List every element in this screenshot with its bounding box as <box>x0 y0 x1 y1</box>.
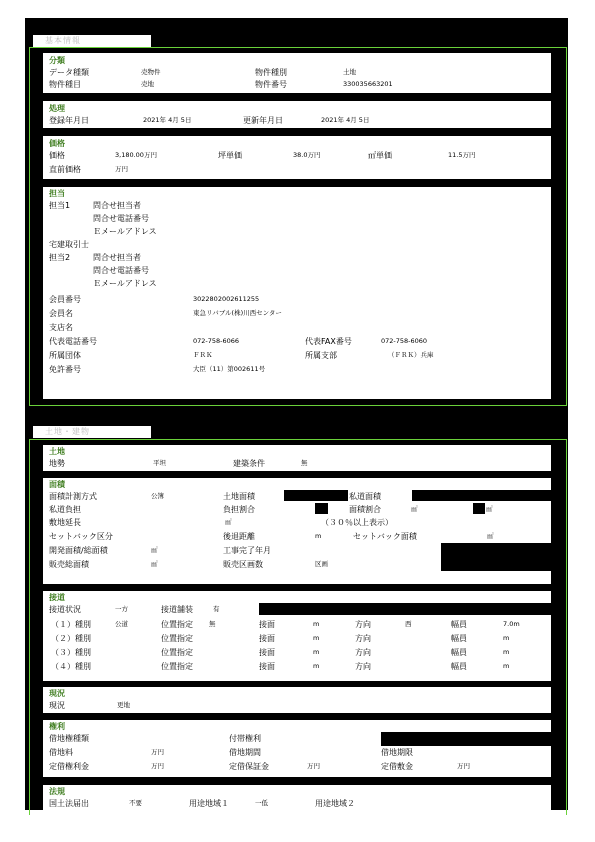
property-no-value: 330035663201 <box>343 80 393 88</box>
frontage-note: （３０％以上表示） <box>321 518 393 527</box>
notice-value: 不要 <box>129 799 142 807</box>
t2-tel-label: 問合せ電話番号 <box>93 266 149 275</box>
lots-label: 販売区画数 <box>223 560 263 569</box>
road-row-pos-label: 位置指定 <box>161 662 193 671</box>
notice-label: 国土法届出 <box>49 799 89 808</box>
tsubo-price-value: 38.0万円 <box>293 151 321 159</box>
t2-contact-label: 問合せ担当者 <box>93 253 141 262</box>
road-row-width-label: 幅員 <box>451 634 467 643</box>
panel-status <box>43 687 551 713</box>
private-road-value-box <box>412 490 551 501</box>
road-row-dir-value: 西 <box>405 620 412 628</box>
road-row-width-value: m <box>503 634 510 642</box>
prev-price-label: 直前価格 <box>49 165 81 174</box>
build-cond-value: 無 <box>301 459 308 467</box>
panel-regulations <box>43 785 551 810</box>
price-label: 価格 <box>49 151 65 160</box>
member-name-label: 会員名 <box>49 309 73 318</box>
tsubo-price-label: 坪単価 <box>218 151 242 160</box>
road-row-pos-label: 位置指定 <box>161 634 193 643</box>
t1-tel-label: 問合せ電話番号 <box>93 214 149 223</box>
road-top-box <box>259 603 551 615</box>
sub-branch-label: 所属支部 <box>305 351 337 360</box>
setback-label: セットバック区分 <box>49 532 113 541</box>
panel-classification <box>43 53 551 93</box>
burden-ratio-label: 負担割合 <box>223 505 255 514</box>
area-ratio-label: 面積割合 <box>349 505 381 514</box>
panel-processing <box>43 101 551 128</box>
land-area-label: 土地面積 <box>223 492 255 501</box>
road-row-index: （４）種別 <box>51 662 91 671</box>
road-row-face-label: 接面 <box>259 634 275 643</box>
road-row-width-label: 幅員 <box>451 620 467 629</box>
rights-right-box <box>381 732 551 746</box>
fixed-shiki-unit: 万円 <box>457 762 470 770</box>
road-paved-label: 接道舗装 <box>161 605 193 614</box>
group-value: ＦＲＫ <box>193 351 213 359</box>
road-row-face-unit: m <box>313 662 320 670</box>
property-item-value: 売地 <box>141 80 154 88</box>
road-row-face-label: 接面 <box>259 648 275 657</box>
road-row-dir-label: 方向 <box>355 648 371 657</box>
member-name-value: 東急リバブル(株)川西センター <box>193 309 282 317</box>
frontage-label: 敷地延長 <box>49 518 81 527</box>
zone1-value: 一低 <box>255 799 268 807</box>
area-right-box <box>441 543 551 571</box>
panel-area <box>43 478 551 584</box>
setback-area-label: セットバック面積 <box>353 532 417 541</box>
road-row-face-unit: m <box>313 648 320 656</box>
property-kind-value: 土地 <box>343 68 356 76</box>
road-row <box>43 647 551 661</box>
burden-ratio-box <box>315 503 328 514</box>
private-road-label: 私道面積 <box>349 492 381 501</box>
t1-email-label: Ｅメールアドレス <box>93 227 157 236</box>
data-type-value: 売物件 <box>141 68 161 76</box>
road-row-pos-label: 位置指定 <box>161 648 193 657</box>
road-row <box>43 633 551 647</box>
road-row-face-label: 接面 <box>259 620 275 629</box>
road-row-width-value: m <box>503 648 510 656</box>
status-label: 現況 <box>49 701 65 710</box>
license-value: 大臣（11）第002611号 <box>193 365 266 373</box>
lease-limit-label: 借地期限 <box>381 748 413 757</box>
road-row-kind: 公道 <box>115 620 128 628</box>
takken-label: 宅建取引士 <box>49 240 89 249</box>
road-paved-value: 有 <box>213 605 220 613</box>
status-header: 現況 <box>49 689 65 698</box>
build-cond-label: 建築条件 <box>233 459 265 468</box>
panel-rights <box>43 720 551 777</box>
panel-road <box>43 591 551 681</box>
status-value: 更地 <box>117 701 130 709</box>
t1-label: 担当1 <box>49 201 71 210</box>
road-row-face-label: 接面 <box>259 662 275 671</box>
terrain-value: 平坦 <box>153 459 166 467</box>
tab-basic-info: 基本情報 <box>33 35 151 47</box>
setback-dist-unit: m <box>315 532 322 540</box>
rep-fax-value: 072-758-6060 <box>381 337 428 345</box>
m2-price-label: ㎡単価 <box>368 151 392 160</box>
road-status-label: 接道状況 <box>49 605 81 614</box>
t1-contact-label: 問合せ担当者 <box>93 201 141 210</box>
dev-area-label: 開発面積/総面積 <box>49 546 108 555</box>
classification-header: 分類 <box>49 56 65 65</box>
sub-branch-value: （ＦＲＫ）兵庫 <box>388 351 434 359</box>
fixed-deposit-unit: 万円 <box>307 762 320 770</box>
tab-land-building: 土地・建物 <box>33 426 151 438</box>
m2-price-value: 11.5万円 <box>448 151 476 159</box>
contact-header: 担当 <box>49 189 65 198</box>
area-ratio-unit: ㎡ <box>411 505 418 513</box>
registered-label: 登録年月日 <box>49 116 89 125</box>
panel-contact <box>43 187 551 399</box>
t2-label: 担当2 <box>49 253 71 262</box>
sale-area-label: 販売総面積 <box>49 560 89 569</box>
member-no-value: 3022802002611255 <box>193 295 260 303</box>
road-row-index: （３）種別 <box>51 648 91 657</box>
regulations-header: 法規 <box>49 787 65 796</box>
road-row <box>43 619 551 633</box>
rep-fax-label: 代表FAX番号 <box>305 337 352 346</box>
price-header: 価格 <box>49 139 65 148</box>
terrain-label: 地勢 <box>49 459 65 468</box>
road-row-dir-label: 方向 <box>355 620 371 629</box>
area-header: 面積 <box>49 480 65 489</box>
property-kind-label: 物件種別 <box>255 68 287 77</box>
zone2-label: 用途地域２ <box>315 799 355 808</box>
document-sheet <box>25 18 568 810</box>
t2-email-label: Ｅメールアドレス <box>93 279 157 288</box>
dev-area-unit: ㎡ <box>151 546 158 554</box>
land-area-value-box <box>284 490 348 501</box>
road-row-index: （１）種別 <box>51 620 91 629</box>
fixed-rights-unit: 万円 <box>151 762 164 770</box>
road-row-dir-label: 方向 <box>355 662 371 671</box>
frontage-unit: ㎡ <box>225 518 232 526</box>
updated-value: 2021年 4月 5日 <box>321 116 370 124</box>
lease-rent-label: 借地料 <box>49 748 73 757</box>
prev-price-value: 万円 <box>115 165 128 173</box>
road-row-width-value: m <box>503 662 510 670</box>
private-burden-label: 私道負担 <box>49 505 81 514</box>
property-no-label: 物件番号 <box>255 80 287 89</box>
road-row-face-unit: m <box>313 620 320 628</box>
group-label: 所属団体 <box>49 351 81 360</box>
method-value: 公簿 <box>151 492 164 500</box>
road-header: 接道 <box>49 593 65 602</box>
method-label: 面積計測方式 <box>49 492 97 501</box>
area-ratio-box <box>473 503 485 514</box>
lease-rent-unit: 万円 <box>151 748 164 756</box>
zone1-label: 用途地域１ <box>189 799 229 808</box>
registered-value: 2021年 4月 5日 <box>143 116 192 124</box>
road-row-pos-value: 無 <box>209 620 216 628</box>
road-row-face-unit: m <box>313 634 320 642</box>
road-row-width-value: 7.0m <box>503 620 520 628</box>
panel-land <box>43 445 551 471</box>
area-ratio-unit-2: ㎡ <box>486 505 493 513</box>
panel-price <box>43 136 551 179</box>
data-type-label: データ種類 <box>49 68 89 77</box>
fixed-rights-label: 定借権利金 <box>49 762 89 771</box>
fixed-deposit-label: 定借保証金 <box>229 762 269 771</box>
rep-tel-value: 072-758-6066 <box>193 337 240 345</box>
rep-tel-label: 代表電話番号 <box>49 337 97 346</box>
attached-rights-label: 付帯権利 <box>229 734 261 743</box>
processing-header: 処理 <box>49 104 65 113</box>
road-row-dir-label: 方向 <box>355 634 371 643</box>
road-row-width-label: 幅員 <box>451 662 467 671</box>
lease-term-label: 借地期間 <box>229 748 261 757</box>
rights-header: 権利 <box>49 722 65 731</box>
license-label: 免許番号 <box>49 365 81 374</box>
road-row-pos-label: 位置指定 <box>161 620 193 629</box>
road-row-index: （２）種別 <box>51 634 91 643</box>
lots-unit: 区画 <box>315 560 328 568</box>
road-status-value: 一方 <box>115 605 128 613</box>
price-value: 3,180.00万円 <box>115 151 157 159</box>
property-item-label: 物件種目 <box>49 80 81 89</box>
updated-label: 更新年月日 <box>243 116 283 125</box>
lease-kind-label: 借地権種類 <box>49 734 89 743</box>
setback-dist-label: 後退距離 <box>223 532 255 541</box>
road-row-width-label: 幅員 <box>451 648 467 657</box>
fixed-shiki-label: 定借敷金 <box>381 762 413 771</box>
done-label: 工事完了年月 <box>223 546 271 555</box>
sale-area-unit: ㎡ <box>151 560 158 568</box>
land-header: 土地 <box>49 447 65 456</box>
member-no-label: 会員番号 <box>49 295 81 304</box>
setback-area-unit: ㎡ <box>487 532 494 540</box>
branch-label: 支店名 <box>49 323 73 332</box>
road-row <box>43 661 551 675</box>
